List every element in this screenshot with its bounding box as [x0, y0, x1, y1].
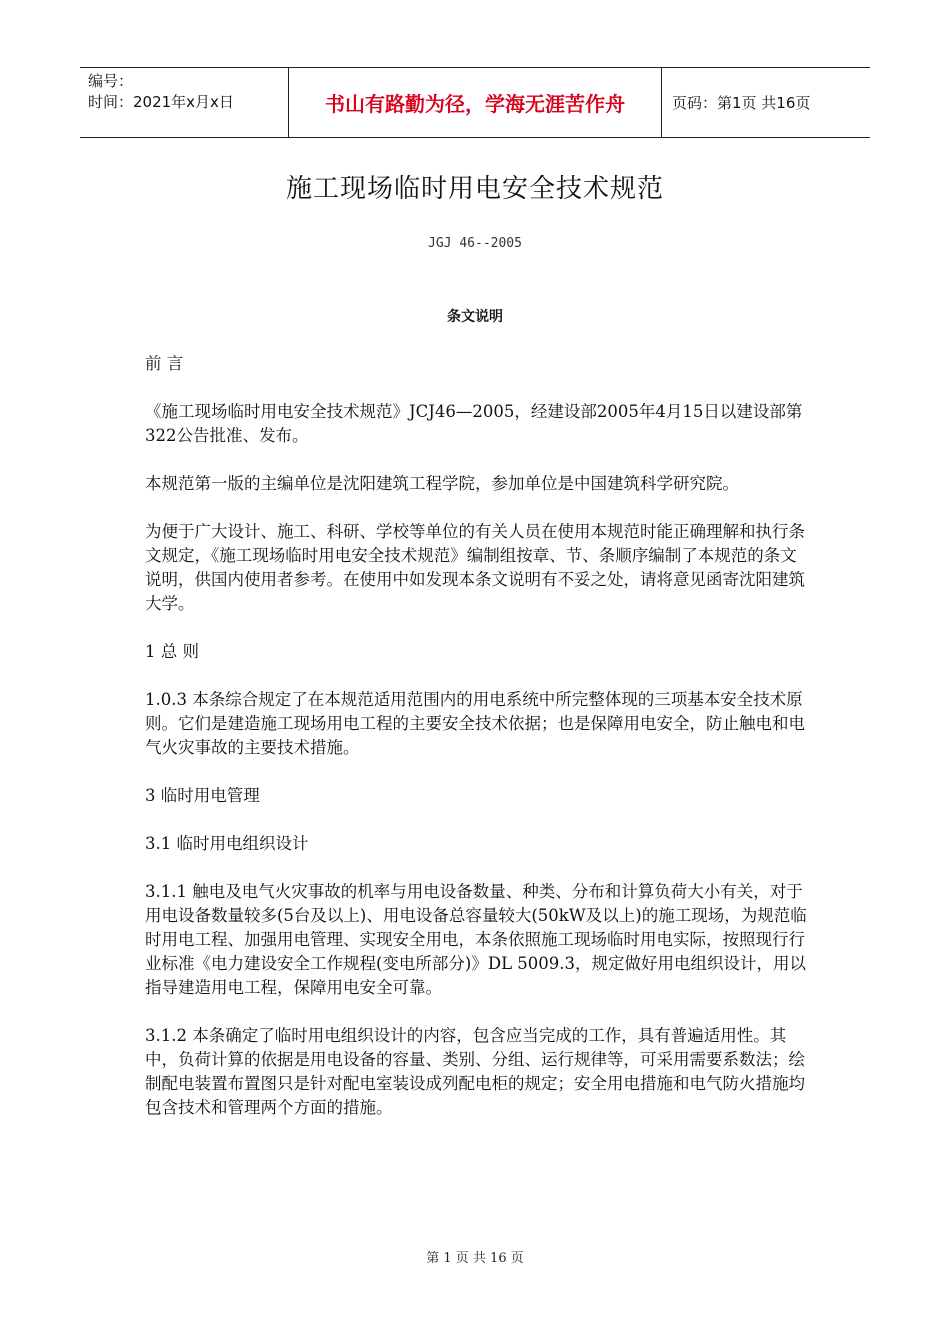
header-motto: 书山有路勤为径，学海无涯苦作舟: [289, 68, 662, 137]
paragraph: 1.0.3 本条综合规定了在本规范适用范围内的用电系统中所完整体现的三项基本安全技术原则。它们是建造施工现场用电工程的主要安全技术依据；也是保障用电安全，防止触电和电气火灾事故的主要技术措施。: [145, 690, 805, 757]
chapter-heading: 3 临时用电管理: [145, 786, 260, 805]
section-heading: 条文说明: [447, 309, 503, 325]
paragraph: 3.1.1 触电及电气火灾事故的机率与用电设备数量、种类、分布和计算负荷大小有关，对于用电设备数量较多(5台及以上)、用电设备总容量较大(50kW及以上)的施工现场，为规范临时用电工程、加强用电管理、实现安全用电，本条依照施工现场临时用电实际，按照现行行业标准《电力建设安全工作规程(变电所部分)》DL 5009.3，规定做好用电组织设计，用以指导建造用电工程，保障用电安全可靠。: [145, 882, 807, 997]
paragraph: 《施工现场临时用电安全技术规范》JCJ46—2005，经建设部2005年4月15日以建设部第322公告批准、发布。: [145, 402, 803, 445]
paragraph: 本规范第一版的主编单位是沈阳建筑工程学院，参加单位是中国建筑科学研究院。: [145, 474, 739, 493]
standard-code: JGJ 46--2005: [428, 236, 522, 251]
paragraph-preface-heading: 前 言: [145, 354, 184, 373]
number-label: 编号：: [88, 72, 134, 90]
document-title: 施工现场临时用电安全技术规范: [285, 174, 664, 204]
date-label: 时间：2021年x月x日: [88, 93, 234, 111]
header-page-info: 页码：第1页 共16页: [672, 94, 811, 112]
document-body: [145, 352, 810, 1144]
page-header: [80, 67, 870, 138]
page-footer: 第 1 页 共 16 页: [426, 1251, 524, 1266]
header-meta: [80, 68, 289, 137]
paragraph: 3.1.2 本条确定了临时用电组织设计的内容，包含应当完成的工作，具有普遍适用性。其中，负荷计算的依据是用电设备的容量、类别、分组、运行规律等，可采用需要系数法；绘制配电装置布置图只是针对配电室装设成列配电柜的规定；安全用电措施和电气防火措施均包含技术和管理两个方面的措施。: [145, 1026, 805, 1117]
section-heading-3-1: 3.1 临时用电组织设计: [145, 834, 309, 853]
paragraph: 为便于广大设计、施工、科研、学校等单位的有关人员在使用本规范时能正确理解和执行条文规定，《施工现场临时用电安全技术规范》编制组按章、节、条顺序编制了本规范的条文说明，供国内使用者参考。在使用中如发现本条文说明有不妥之处，请将意见函寄沈阳建筑大学。: [145, 522, 805, 613]
chapter-heading: 1 总 则: [145, 642, 199, 661]
